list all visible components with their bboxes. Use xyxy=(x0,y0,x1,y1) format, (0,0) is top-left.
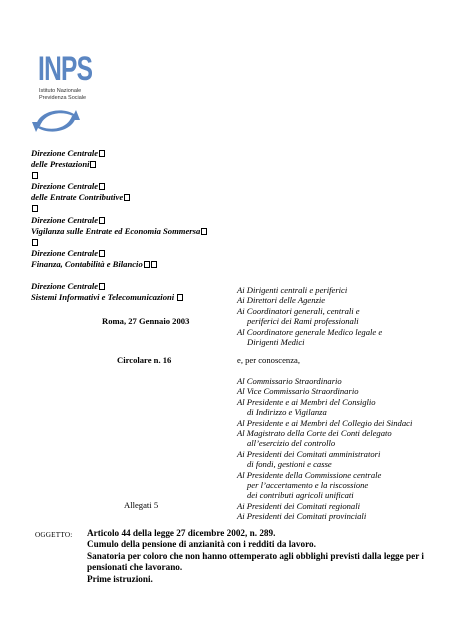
placeholder-box-icon xyxy=(32,239,38,246)
recipient-line: Al Presidente della Commissione centrale xyxy=(237,469,382,480)
placeholder-box-icon xyxy=(99,217,105,224)
recipients-primary xyxy=(237,285,382,347)
directorate-line xyxy=(31,159,207,170)
directorate-line xyxy=(31,181,207,192)
oggetto-line: Cumulo della pensione di anzianità con i redditi da lavoro. xyxy=(87,539,316,550)
recipient-line: Al Presidente e ai Membri del Consiglio xyxy=(237,396,376,407)
logo-swirl-icon xyxy=(30,104,82,138)
recipient-line: Ai Presidenti dei Comitati regionali xyxy=(237,500,361,511)
recipient-line: all’esercizio del controllo xyxy=(247,438,336,449)
oggetto-text xyxy=(87,528,424,585)
placeholder-box-icon xyxy=(151,261,157,268)
recipient-line: Al Magistrato della Corte dei Conti delegato xyxy=(237,427,392,438)
placeholder-box-icon xyxy=(99,283,105,290)
directorate-text: Direzione Centrale xyxy=(31,181,99,192)
circolare-number: Circolare n. 16 xyxy=(117,355,172,365)
oggetto-line: Prime istruzioni. xyxy=(87,573,153,584)
directorate-text: Direzione Centrale xyxy=(31,281,99,292)
oggetto-line: Sanatoria per coloro che non hanno ottemperato agli obblighi previsti dalla legge per i xyxy=(87,550,424,561)
placeholder-box-icon xyxy=(201,228,207,235)
directorate-line xyxy=(31,203,207,214)
recipient-line: Ai Presidenti dei Comitati provinciali xyxy=(237,511,367,522)
placeholder-box-icon xyxy=(32,205,38,212)
placeholder-box-icon xyxy=(177,294,183,301)
directorate-line xyxy=(31,270,207,281)
directorate-line xyxy=(31,281,207,292)
logo-name: INPS xyxy=(38,50,93,88)
oggetto-line: pensionati che lavorano. xyxy=(87,562,183,573)
logo-sub-line2: Previdenza Sociale xyxy=(39,94,87,101)
recipient-line: per l’accertamento e la riscossione xyxy=(247,479,369,490)
directorates-list xyxy=(31,148,207,303)
directorate-line xyxy=(31,170,207,181)
recipient-line: dei contributi agricoli unificati xyxy=(247,490,354,501)
logo-subtitle xyxy=(39,88,86,101)
directorate-text: Vigilanza sulle Entrate ed Economia Sommersa xyxy=(31,225,201,236)
directorate-text: delle Entrate Contributive xyxy=(31,192,124,203)
recipient-line: Ai Dirigenti centrali e periferici xyxy=(237,285,348,295)
directorate-text: Direzione Centrale xyxy=(31,148,99,158)
directorate-text: Direzione Centrale xyxy=(31,214,99,225)
per-conoscenza: e, per conoscenza, xyxy=(237,355,300,365)
recipient-line: Ai Direttori delle Agenzie xyxy=(237,295,326,306)
recipient-line: Ai Presidenti dei Comitati amministratori xyxy=(237,448,381,459)
directorate-text: delle Prestazioni xyxy=(31,159,90,170)
oggetto-line: Articolo 44 della legge 27 dicembre 2002, n. 289. xyxy=(87,528,276,538)
placeholder-box-icon xyxy=(144,261,150,268)
recipient-line: Al Presidente e ai Membri del Collegio dei Sindaci xyxy=(237,417,413,428)
directorate-text: Sistemi Informativi e Telecomunicazioni xyxy=(31,292,177,303)
directorate-line xyxy=(31,215,207,226)
directorate-line xyxy=(31,148,207,159)
directorate-line xyxy=(31,259,207,270)
directorate-line xyxy=(31,226,207,237)
allegati: Allegati 5 xyxy=(124,500,159,510)
directorate-line xyxy=(31,292,207,303)
directorate-text: Direzione Centrale xyxy=(31,247,99,258)
placeholder-box-icon xyxy=(99,183,105,190)
recipient-line: Al Coordinatore generale Medico legale e xyxy=(237,326,383,337)
placeholder-box-icon xyxy=(99,250,105,257)
recipient-line: periferici dei Rami professionali xyxy=(247,316,359,327)
directorate-line xyxy=(31,248,207,259)
placeholder-box-icon xyxy=(124,194,130,201)
placeholder-box-icon xyxy=(32,172,38,179)
directorate-line xyxy=(31,237,207,248)
oggetto-label: OGGETTO: xyxy=(35,531,73,539)
recipient-line: Al Vice Commissario Straordinario xyxy=(237,386,359,397)
document-date: Roma, 27 Gennaio 2003 xyxy=(102,316,190,326)
placeholder-box-icon xyxy=(90,161,96,168)
recipient-line: Ai Coordinatori generali, centrali e xyxy=(237,305,360,316)
recipients-secondary xyxy=(237,376,412,521)
placeholder-box-icon xyxy=(99,150,105,157)
recipient-line: Al Commissario Straordinario xyxy=(237,376,342,386)
recipient-line: di fondi, gestioni e casse xyxy=(247,459,332,470)
directorate-line xyxy=(31,192,207,203)
logo-sub-line1: Istituto Nazionale xyxy=(39,88,82,94)
directorate-text: Finanza, Contabilità e Bilancio xyxy=(31,258,143,269)
recipient-line: Dirigenti Medici xyxy=(247,336,305,347)
recipient-line: di Indirizzo e Vigilanza xyxy=(247,407,327,418)
